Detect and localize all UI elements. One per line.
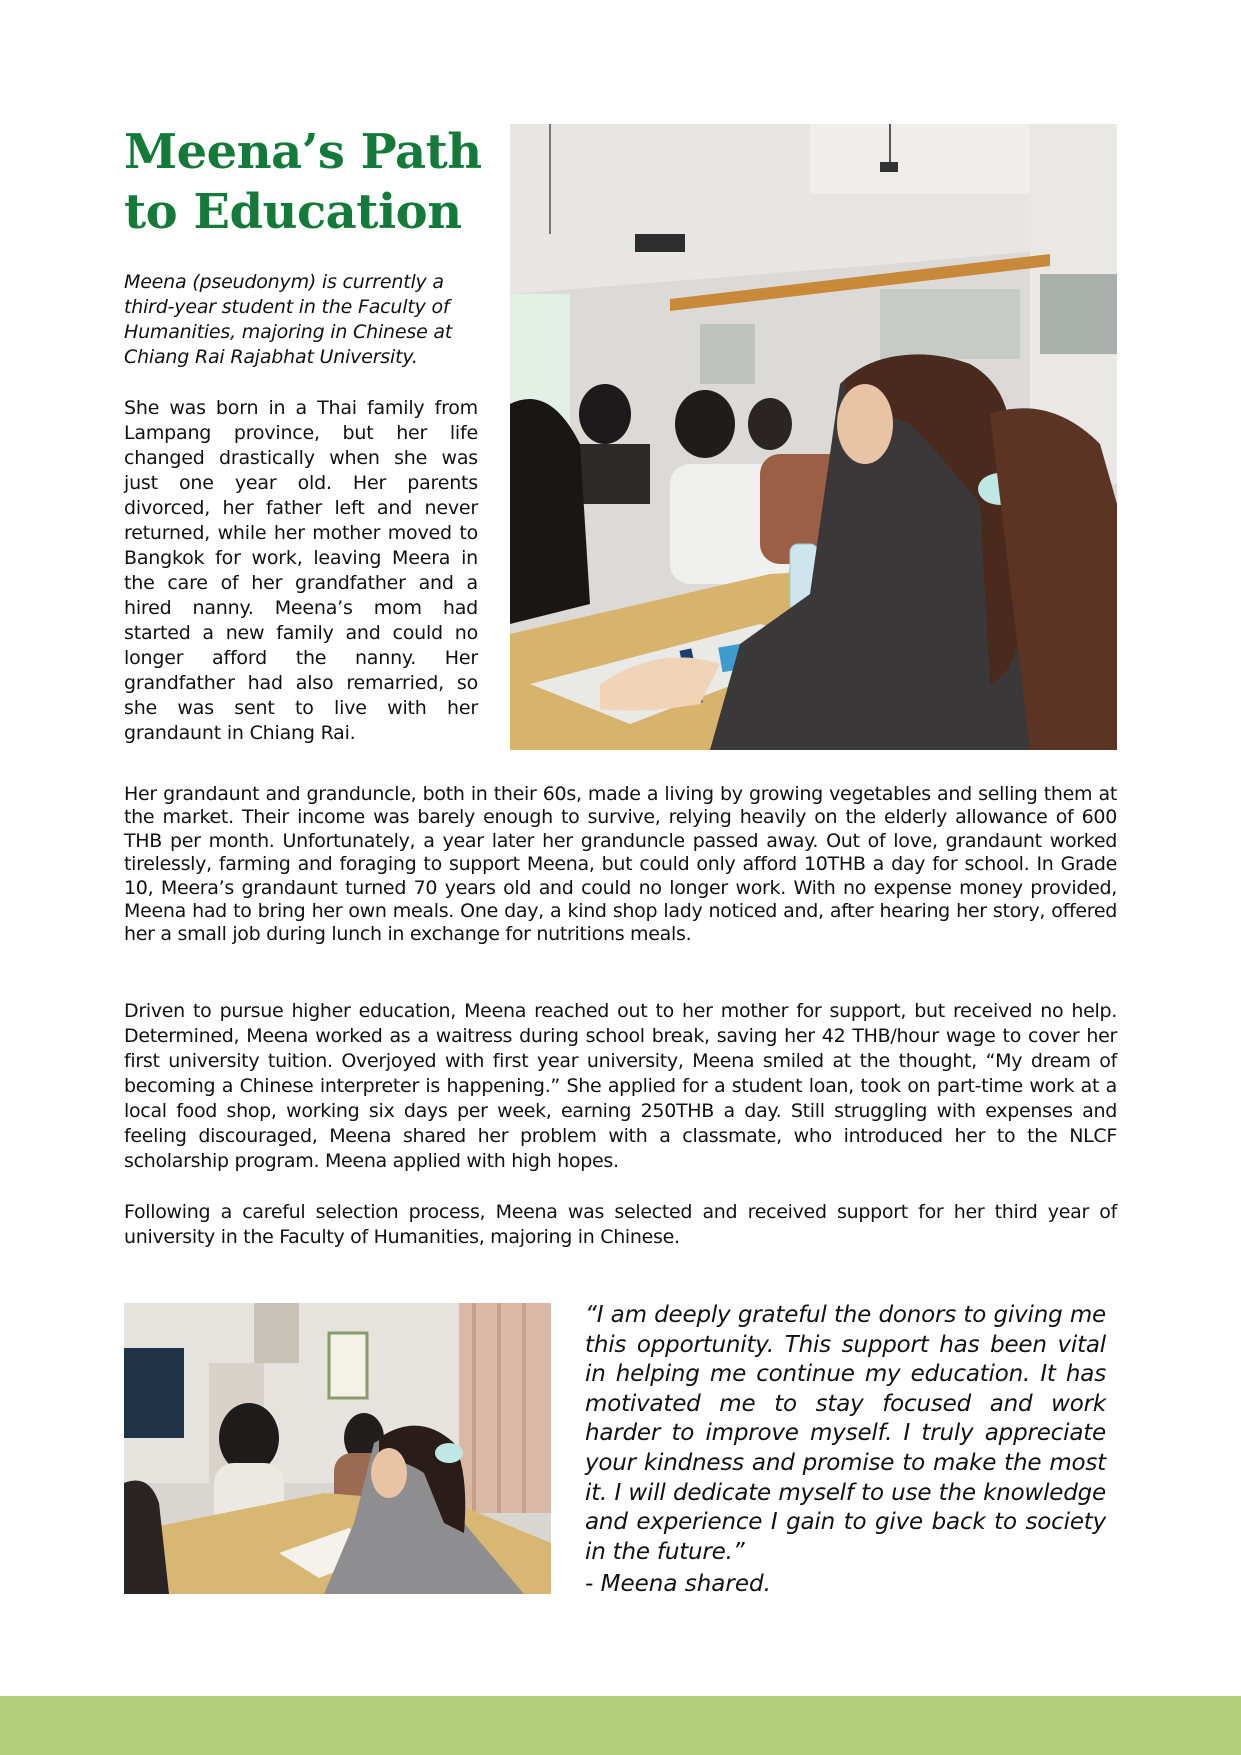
classroom-photo-main-illustration	[510, 124, 1117, 750]
page-title: Meena’s Path to Education	[124, 124, 482, 240]
paragraph-higher-education: Driven to pursue higher education, Meena reached out to her mother for support, but received no help. Determined, Meena worked as a waitress during school break, saving her 42 THB/hour wage to cover her first university tuition. Overjoyed with first year university, Meena smiled at the thought, “My dream of becoming a Chinese interpreter is happening.” She applied for a student loan, took on part-time work at a local food shop, working six days per week, earning 250THB a day. Still struggling with expenses and feeling discouraged, Meena shared her problem with a classmate, who introduced her to the NLCF scholarship program. Meena applied with high hopes.	[124, 1000, 1117, 1172]
classroom-photo-main	[510, 124, 1117, 750]
paragraph-background: She was born in a Thai family from Lampang province, but her life changed drastically when she was just one year old. Her parents divorced, her father left and never returned, while her mother moved to Bangkok for work, leaving Meera in the care of her grandfather and a hired nanny. Meena’s mom had started a new family and could no longer afford the nanny. Her grandfather had also remarried, so she was sent to live with her grandaunt in Chiang Rai.	[124, 397, 478, 744]
paragraph-grandaunt: Her grandaunt and granduncle, both in their 60s, made a living by growing vegetables and selling them at the market. Their income was barely enough to survive, relying heavily on the elderly allowance of 600 THB per month. Unfortunately, a year later her granduncle passed away. Out of love, grandaunt worked tirelessly, farming and foraging to support Meena, but could only afford 10THB a day for school. In Grade 10, Meera’s grandaunt turned 70 years old and could no longer work. With no expense money provided, Meena had to bring her own meals. One day, a kind shop lady noticed and, after hearing her story, offered her a small job during lunch in exchange for nutritions meals.	[124, 783, 1117, 946]
intro-text: Meena (pseudonym) is currently a third-year student in the Faculty of Humanities, majoring in Chinese at Chiang Rai Rajabhat University.	[124, 271, 453, 368]
paragraph-selection: Following a careful selection process, Meena was selected and received support for her third year of university in the Faculty of Humanities, majoring in Chinese.	[124, 1201, 1117, 1248]
quote-attribution: - Meena shared.	[585, 1571, 771, 1597]
classroom-photo-small-illustration	[124, 1303, 551, 1594]
footer-band	[0, 1696, 1241, 1755]
student-quote: “I am deeply grateful the donors to giving me this opportunity. This support has been vital in helping me continue my education. It has motivated me to stay focused and work harder to improve myself. I truly appreciate your kindness and promise to make the most it. I will dedicate myself to use the knowledge and experience I gain to give back to society in the future.”	[585, 1302, 1106, 1565]
classroom-photo-small	[124, 1303, 551, 1594]
